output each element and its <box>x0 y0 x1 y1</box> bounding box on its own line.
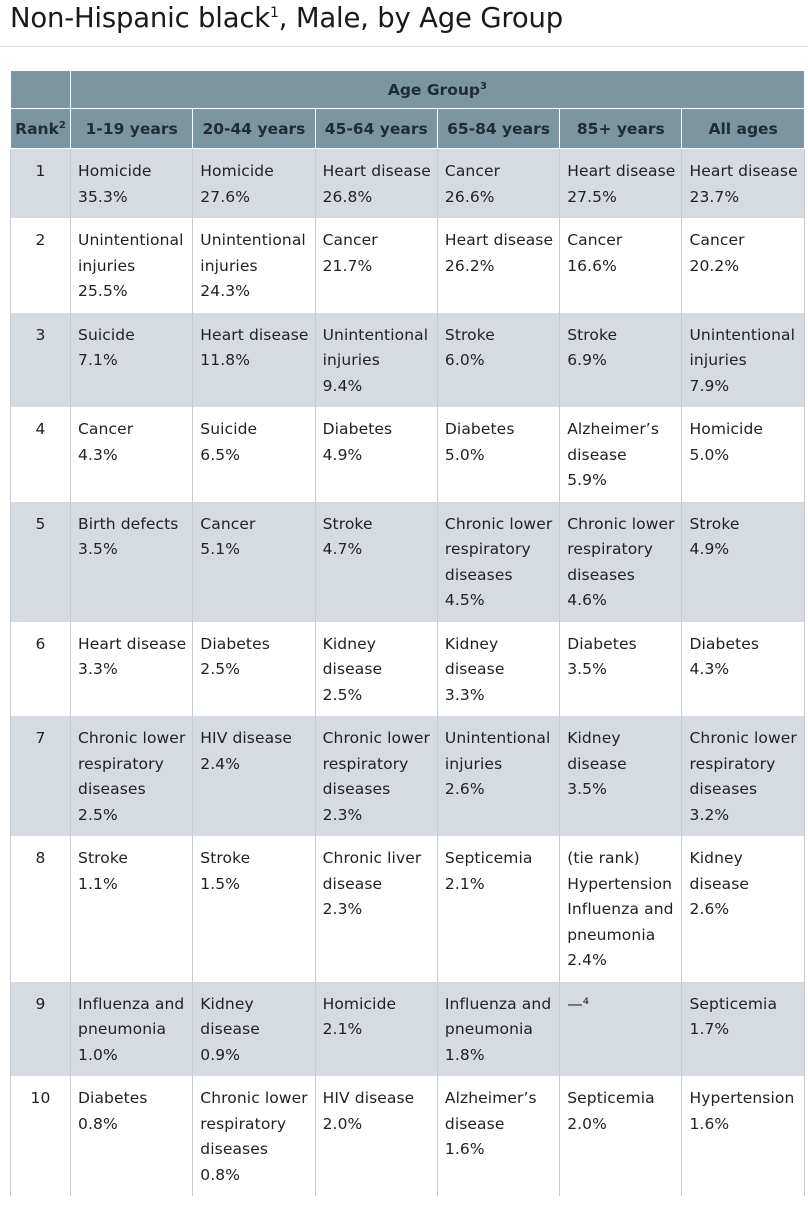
cause-cell <box>437 149 559 219</box>
cause-name: Heart disease <box>78 634 187 653</box>
cause-name: Diabetes <box>200 634 270 653</box>
percentage-value: 2.3% <box>322 805 363 824</box>
cause-name: Influenza and pneumonia <box>444 994 552 1038</box>
cause-name: Septicemia <box>444 849 533 867</box>
percentage-value: 16.6% <box>567 256 617 275</box>
cause-cell <box>71 407 193 502</box>
cause-name: Chronic lower respiratory diseases <box>567 514 675 584</box>
table-row <box>11 149 805 219</box>
percentage-value: 2.4% <box>567 951 607 969</box>
rank-header: Rank$^2$ <box>11 109 71 149</box>
cause-cell <box>193 502 315 622</box>
cause-name: Heart disease <box>567 162 676 180</box>
percentage-value: 9.4% <box>322 376 363 395</box>
cause-name: Chronic lower respiratory diseases <box>444 514 553 584</box>
percentage-value: 23.7% <box>689 187 740 206</box>
percentage-value: 4.9% <box>322 445 363 464</box>
cause-name: Stroke <box>567 325 618 344</box>
header-corner <box>11 71 71 109</box>
cause-name: Cancer <box>322 231 378 249</box>
percentage-value: 3.5% <box>567 660 607 678</box>
percentage-value: 4.9% <box>689 540 730 558</box>
percentage-value: 4.3% <box>689 660 730 678</box>
cause-name: Cancer <box>567 231 623 249</box>
table-row <box>11 407 805 502</box>
cause-cell <box>682 1076 804 1196</box>
cause-cell <box>560 622 682 717</box>
cause-name: Chronic lower respiratory diseases <box>689 729 797 798</box>
cause-cell <box>437 407 559 502</box>
table-body <box>11 149 805 1197</box>
percentage-value: 25.5% <box>78 282 128 300</box>
percentage-value: 3.5% <box>78 540 118 558</box>
percentage-value: 6.0% <box>444 351 485 369</box>
percentage-value: 2.6% <box>689 900 730 918</box>
cause-name: Stroke <box>689 514 740 533</box>
cause-cell <box>437 982 559 1077</box>
cause-cell <box>315 407 437 502</box>
percentage-value: 2.5% <box>200 660 241 678</box>
cause-name: Homicide <box>322 994 397 1013</box>
cause-cell <box>437 622 559 717</box>
percentage-value: 6.9% <box>567 351 607 369</box>
cause-name: —⁴ <box>567 994 590 1013</box>
cause-cell <box>560 502 682 622</box>
cause-name: Kidney disease <box>322 634 383 678</box>
percentage-value: 27.6% <box>200 187 251 206</box>
percentage-value: 1.8% <box>444 1045 485 1064</box>
cause-name: Stroke <box>78 849 128 867</box>
cause-cell <box>193 982 315 1077</box>
percentage-value: 2.0% <box>322 1114 363 1133</box>
percentage-value: 0.9% <box>200 1045 241 1064</box>
percentage-value: 1.5% <box>200 874 241 893</box>
cause-cell <box>560 836 682 982</box>
rank-cell: 2 <box>11 218 71 313</box>
percentage-value: 5.0% <box>444 445 485 464</box>
cause-name: Septicemia <box>689 994 778 1013</box>
column-header: 1-19 years <box>71 109 193 149</box>
cause-cell <box>193 622 315 717</box>
percentage-value: 2.4% <box>200 754 241 773</box>
percentage-value: 20.2% <box>689 256 740 275</box>
cause-name: Influenza and pneumonia <box>78 994 185 1038</box>
percentage-value: 1.0% <box>78 1045 118 1064</box>
cause-name: Unintentional injuries <box>78 231 184 275</box>
table-row <box>11 836 805 982</box>
percentage-value: 3.5% <box>567 780 607 798</box>
percentage-value: 2.1% <box>444 874 485 893</box>
cause-cell <box>315 149 437 219</box>
table-row <box>11 716 805 836</box>
rank-cell: 8 <box>11 836 71 982</box>
cause-name: Stroke <box>322 514 373 533</box>
cause-name: Homicide <box>78 162 152 180</box>
cause-cell <box>315 218 437 313</box>
cause-name: Alzheimer’s disease <box>567 420 660 464</box>
cause-cell <box>682 622 804 717</box>
cause-cell <box>71 836 193 982</box>
cause-cell <box>560 982 682 1077</box>
cause-cell <box>193 218 315 313</box>
cause-cell <box>560 716 682 836</box>
cause-name: Diabetes <box>444 420 515 438</box>
percentage-value: 4.7% <box>322 540 363 558</box>
table-row <box>11 622 805 717</box>
rank-cell: 10 <box>11 1076 71 1196</box>
percentage-value: 6.5% <box>200 445 241 464</box>
percentage-value: 2.6% <box>444 780 485 798</box>
percentage-value: 1.1% <box>78 874 118 893</box>
cause-cell <box>315 716 437 836</box>
cause-name: Hypertension <box>567 874 673 893</box>
cause-name: Heart disease <box>444 231 554 249</box>
cause-cell <box>193 1076 315 1196</box>
cause-cell <box>682 502 804 622</box>
cause-cell <box>315 313 437 408</box>
cause-name: Homicide <box>689 420 764 438</box>
cause-cell <box>560 149 682 219</box>
cause-cell <box>315 1076 437 1196</box>
cause-name: Cancer <box>689 231 745 249</box>
percentage-value: 24.3% <box>200 282 251 300</box>
percentage-value: 2.5% <box>78 805 118 824</box>
percentage-value: 1.6% <box>444 1140 485 1158</box>
table-row <box>11 1076 805 1196</box>
cause-cell <box>437 836 559 982</box>
table-row <box>11 218 805 313</box>
cause-name: Kidney disease <box>689 849 750 893</box>
percentage-value: 7.1% <box>78 351 118 369</box>
cause-cell <box>71 716 193 836</box>
cause-name: Suicide <box>200 420 258 438</box>
cause-cell <box>193 313 315 408</box>
cause-cell <box>71 622 193 717</box>
cause-cell <box>437 502 559 622</box>
percentage-value: 1.7% <box>689 1020 730 1038</box>
cause-cell <box>682 218 804 313</box>
cause-name: Unintentional injuries <box>322 325 429 369</box>
percentage-value: 2.1% <box>322 1020 363 1038</box>
cause-cell <box>71 1076 193 1196</box>
cause-cell <box>193 836 315 982</box>
rank-cell: 1 <box>11 149 71 219</box>
table-row <box>11 982 805 1077</box>
cause-cell <box>682 407 804 502</box>
cause-cell <box>193 716 315 836</box>
leading-causes-table-container <box>10 70 804 1196</box>
cause-name: Septicemia <box>567 1089 655 1107</box>
leading-causes-table <box>10 70 805 1196</box>
percentage-value: 11.8% <box>200 351 251 369</box>
column-header: 65-84 years <box>437 109 559 149</box>
cause-name: Birth defects <box>78 514 179 533</box>
cause-cell <box>560 218 682 313</box>
percentage-value: 5.1% <box>200 540 241 558</box>
cause-cell <box>437 1076 559 1196</box>
table-row <box>11 502 805 622</box>
cause-name: Homicide <box>200 162 274 180</box>
percentage-value: 26.8% <box>322 187 373 206</box>
cause-cell <box>437 716 559 836</box>
age-group-header: Age Group$^3$ <box>71 71 805 109</box>
cause-name: Stroke <box>200 849 251 867</box>
rank-cell: 7 <box>11 716 71 836</box>
cause-name: Unintentional injuries <box>689 325 796 369</box>
cause-name: Heart disease <box>689 162 798 180</box>
cause-cell <box>71 218 193 313</box>
cause-name: Suicide <box>78 325 135 344</box>
percentage-value: 26.2% <box>444 256 495 275</box>
cause-cell <box>71 982 193 1077</box>
cause-cell <box>437 313 559 408</box>
cause-name: Diabetes <box>567 634 637 653</box>
percentage-value: 27.5% <box>567 187 617 206</box>
cause-name: Cancer <box>78 420 134 438</box>
cause-name: HIV disease <box>200 729 293 747</box>
cause-cell <box>315 836 437 982</box>
column-header: 20-44 years <box>193 109 315 149</box>
rank-cell: 5 <box>11 502 71 622</box>
cause-name: Chronic lower respiratory diseases <box>200 1089 308 1158</box>
cause-name: Hypertension <box>689 1089 795 1107</box>
percentage-value: 3.3% <box>78 660 118 678</box>
percentage-value: 2.5% <box>322 685 363 704</box>
cause-name: Cancer <box>200 514 256 533</box>
cause-name: Chronic lower respiratory diseases <box>322 729 431 798</box>
cause-name: Unintentional injuries <box>444 729 551 773</box>
rank-cell: 3 <box>11 313 71 408</box>
table-row <box>11 313 805 408</box>
cause-name: Alzheimer’s disease <box>444 1089 537 1133</box>
cause-name: Heart disease <box>322 162 431 180</box>
footnote-ref-1: 1 <box>270 4 279 21</box>
cause-cell <box>560 313 682 408</box>
cause-cell <box>682 836 804 982</box>
cause-cell <box>682 313 804 408</box>
cause-cell <box>71 149 193 219</box>
percentage-value: 26.6% <box>444 187 495 206</box>
percentage-value: 4.5% <box>444 591 485 609</box>
cause-name: Unintentional injuries <box>200 231 306 275</box>
column-header: All ages <box>682 109 804 149</box>
percentage-value: 3.2% <box>689 805 730 824</box>
cause-name: Diabetes <box>78 1089 148 1107</box>
percentage-value: 4.6% <box>567 591 607 609</box>
cause-cell <box>71 502 193 622</box>
cause-cell <box>560 1076 682 1196</box>
cause-name: Stroke <box>444 325 495 344</box>
cause-cell <box>193 407 315 502</box>
cause-cell <box>437 218 559 313</box>
column-header: 85+ years <box>560 109 682 149</box>
percentage-value: 2.0% <box>567 1114 607 1133</box>
percentage-value: 3.3% <box>444 685 485 704</box>
cause-cell <box>315 622 437 717</box>
column-header: 45-64 years <box>315 109 437 149</box>
percentage-value: 2.3% <box>322 900 363 918</box>
rank-cell: 9 <box>11 982 71 1077</box>
rank-cell: 6 <box>11 622 71 717</box>
cause-cell <box>315 982 437 1077</box>
cause-cell <box>193 149 315 219</box>
percentage-value: 5.0% <box>689 445 730 464</box>
cause-cell <box>560 407 682 502</box>
percentage-value: 0.8% <box>78 1114 118 1133</box>
percentage-value: 35.3% <box>78 187 128 206</box>
page-title: Non-Hispanic black$^1$, Male, by Age Group <box>10 2 563 34</box>
cause-name: Kidney disease <box>567 729 627 773</box>
cause-name: (tie rank) <box>567 849 640 867</box>
cause-name: Influenza and pneumonia <box>567 900 674 944</box>
cause-name: Kidney disease <box>444 634 505 678</box>
cause-name: Chronic lower respiratory diseases <box>78 729 186 798</box>
percentage-value: 0.8% <box>200 1165 241 1184</box>
cause-cell <box>682 716 804 836</box>
cause-cell <box>682 982 804 1077</box>
percentage-value: 21.7% <box>322 256 373 275</box>
cause-name: Cancer <box>444 162 501 180</box>
cause-name: Heart disease <box>200 325 309 344</box>
cause-name: Diabetes <box>322 420 393 438</box>
cause-name: HIV disease <box>322 1089 415 1107</box>
percentage-value: 4.3% <box>78 445 118 464</box>
cause-name: Diabetes <box>689 634 760 653</box>
title-divider <box>0 46 808 47</box>
percentage-value: 1.6% <box>689 1114 730 1133</box>
cause-cell <box>71 313 193 408</box>
cause-cell <box>682 149 804 219</box>
cause-name: Kidney disease <box>200 994 260 1038</box>
percentage-value: 7.9% <box>689 376 730 395</box>
cause-name: Chronic liver disease <box>322 849 422 893</box>
rank-cell: 4 <box>11 407 71 502</box>
percentage-value: 5.9% <box>567 471 607 489</box>
cause-cell <box>315 502 437 622</box>
